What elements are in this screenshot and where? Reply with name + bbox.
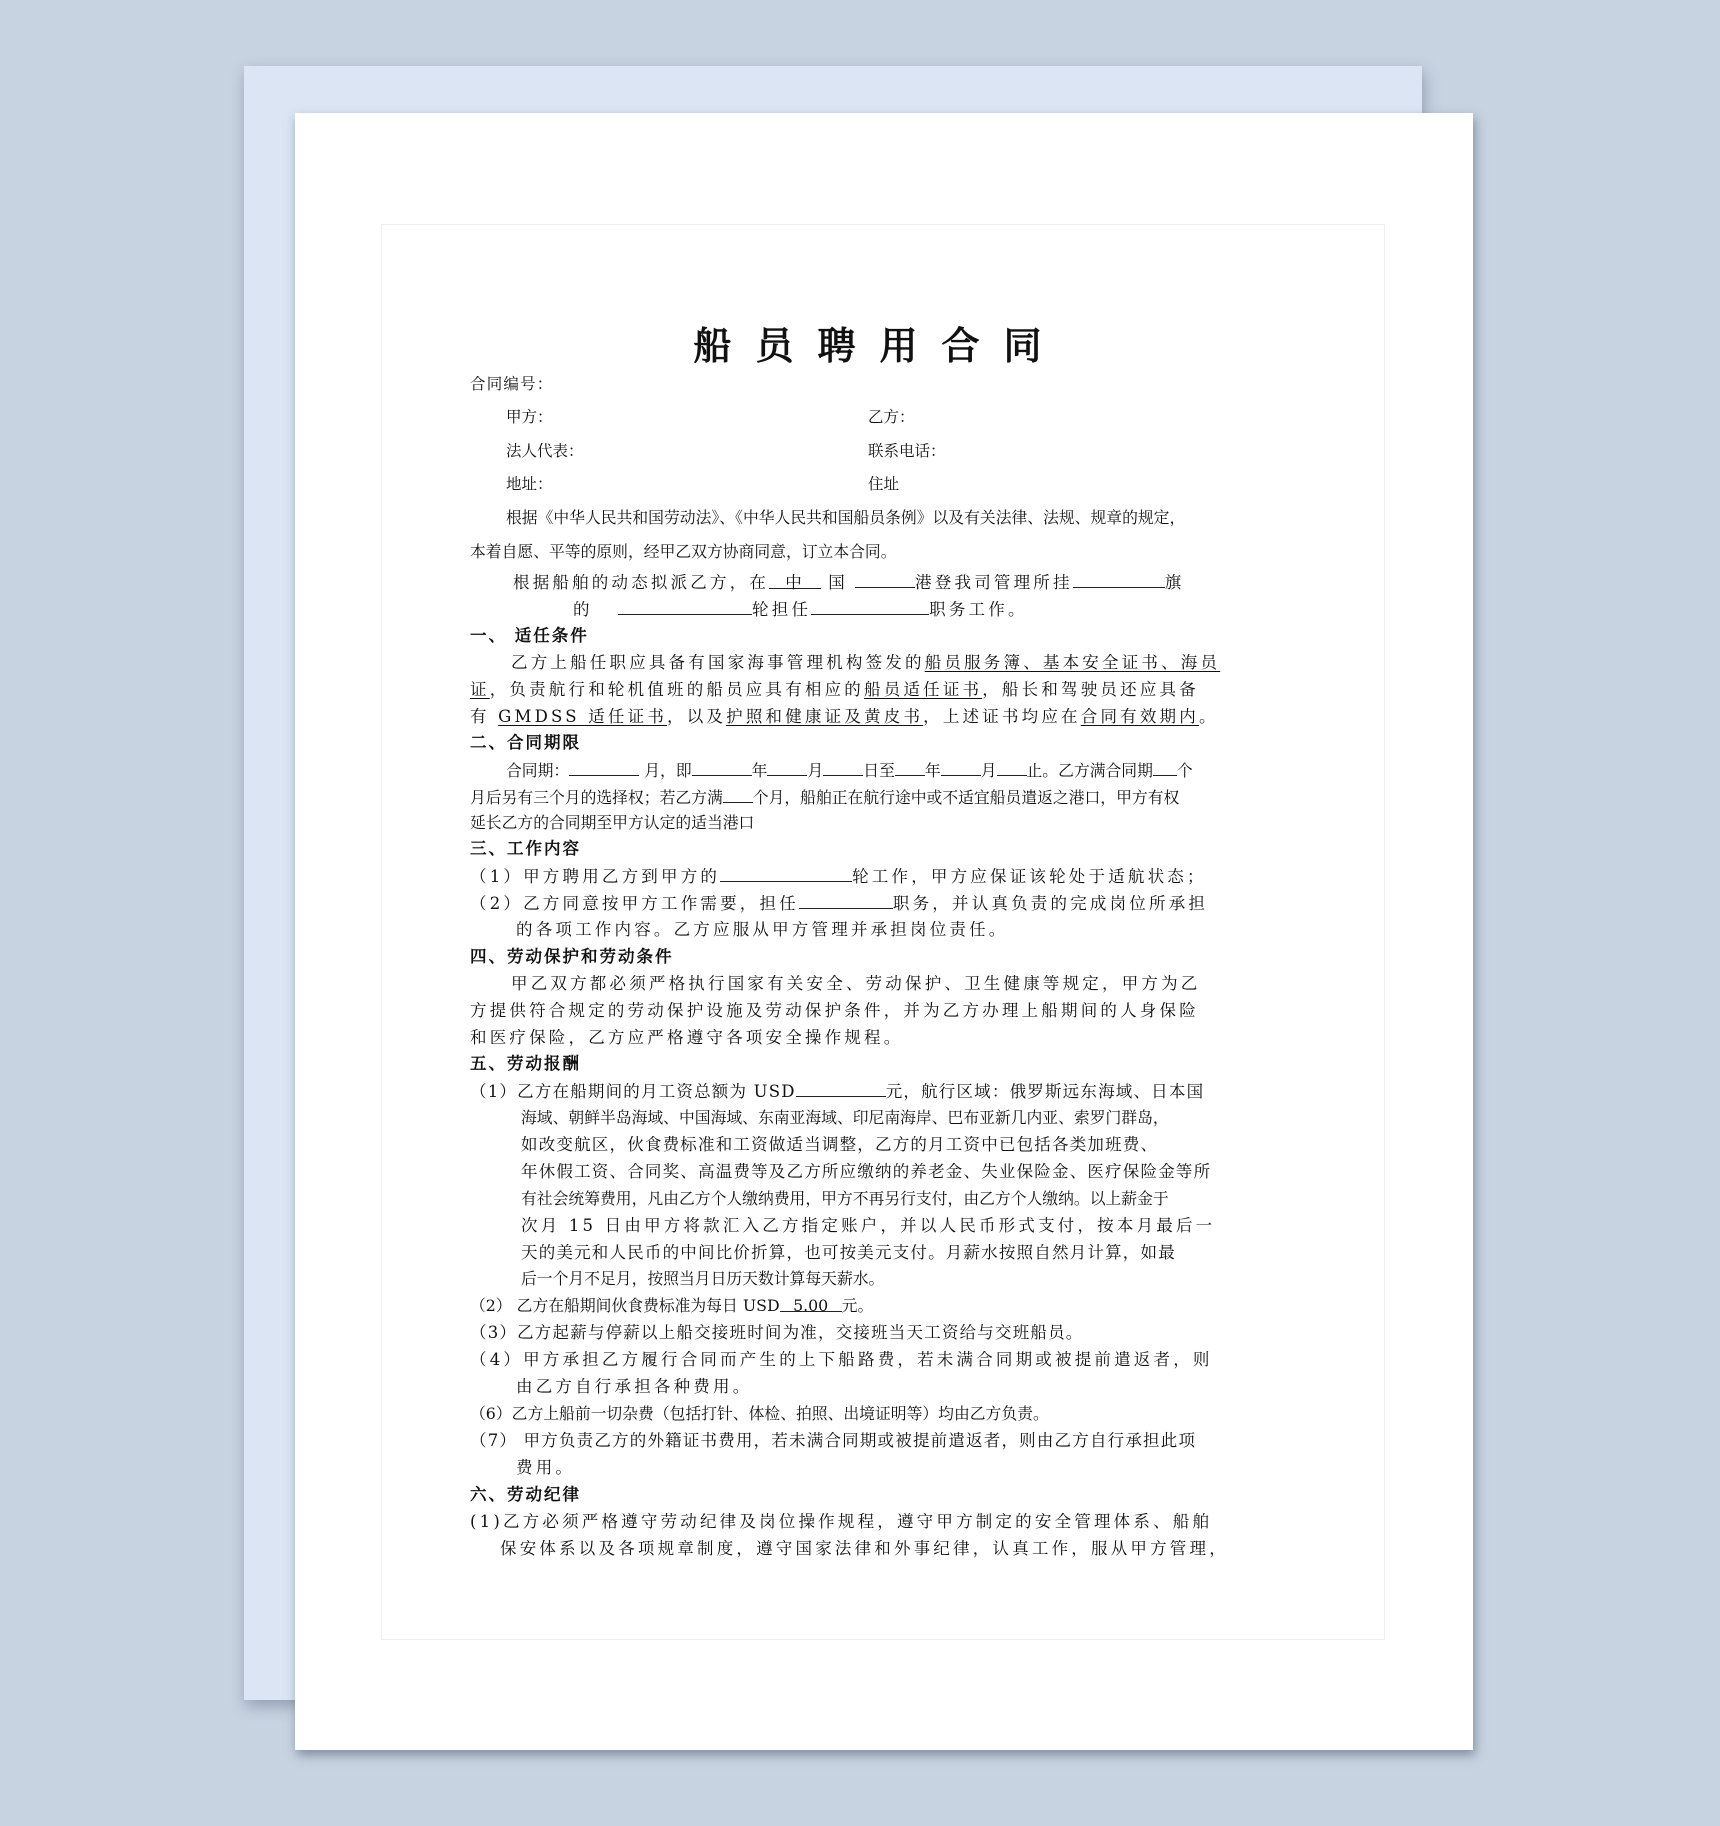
s1-underlined-validity: 合同有效期内 xyxy=(1080,707,1199,726)
s5-text: 元，航行区域：俄罗斯远东海域、日本国 xyxy=(885,1082,1205,1101)
contract-number-label: 合同编号： xyxy=(470,375,554,393)
term-months-blank[interactable] xyxy=(569,759,639,776)
section-2-line-2 xyxy=(470,786,1179,809)
meal-allowance-value[interactable]: 5.00 xyxy=(780,1295,842,1312)
section-1-line-2 xyxy=(470,679,1199,701)
s1-text-4: 有 xyxy=(470,707,499,726)
section-2-line-3: 延长乙方的合同期至甲方认定的适当港口 xyxy=(470,813,755,832)
section-5-item-1-line-2: 海域、朝鲜半岛海域、中国海域、东南亚海域、印尼南海岸、巴布亚新几内亚、索罗门群岛， xyxy=(521,1108,1169,1127)
s1-underlined-certs: 船员服务簿、基本安全证书、海员 xyxy=(924,653,1221,672)
section-2-line-1 xyxy=(506,759,1193,782)
address-label: 地址： xyxy=(506,475,553,493)
end-day-blank[interactable] xyxy=(997,759,1027,776)
section-5-item-3: （3）乙方起薪与停薪以上船交接班时间为准，交接班当天工资给与交班船员。 xyxy=(470,1323,1084,1342)
page-title: 船员聘用合同 xyxy=(693,324,1066,368)
s1-text-7: 。 xyxy=(1198,707,1219,726)
s2-text: 月后另有三个月的选择权；若乙方满 xyxy=(470,788,723,807)
s2-text: 月 xyxy=(980,761,997,780)
position-blank[interactable] xyxy=(811,598,929,615)
section-4-line-1: 甲乙双方都必须严格执行国家有关安全、劳动保护、卫生健康等规定，甲方为乙 xyxy=(511,974,1201,993)
country-blank-1[interactable]: 中 xyxy=(769,572,821,589)
section-5-item-6: （6）乙方上船前一切杂费（包括打针、体检、拍照、出境证明等）均由乙方负责。 xyxy=(470,1404,1049,1423)
section-5-item-7: （7） 甲方负责乙方的外籍证书费用，若未满合同期或被提前遣返者，则由乙方自行承担此项 xyxy=(470,1431,1197,1450)
monthly-salary-blank[interactable] xyxy=(796,1080,886,1097)
s5-text: （1）乙方在船期间的月工资总额为 USD xyxy=(470,1082,796,1101)
dispatch-text-3: 旗 xyxy=(1164,573,1185,592)
section-5-item-2 xyxy=(470,1295,873,1317)
s2-text: 个 xyxy=(1176,761,1193,780)
s2-text: 月 xyxy=(807,761,824,780)
vessel-blank[interactable] xyxy=(618,598,752,615)
s1-text-2: ，负责航行和轮机值班的船员应具有相应的 xyxy=(489,680,865,699)
s5-text: 元。 xyxy=(841,1296,874,1315)
s1-text-5: ，以及 xyxy=(667,707,727,726)
phone-label: 联系电话： xyxy=(868,442,946,460)
preamble-line-2: 本着自愿、平等的原则，经甲乙双方协商同意，订立本合同。 xyxy=(470,542,897,561)
section-5-item-1 xyxy=(470,1080,1204,1103)
start-month-blank[interactable] xyxy=(767,759,807,776)
term-blank[interactable] xyxy=(1153,759,1177,776)
duty-blank[interactable] xyxy=(799,892,893,909)
section-5-heading: 五、劳动报酬 xyxy=(470,1054,581,1073)
flag-blank[interactable] xyxy=(1073,571,1165,588)
front-page-sheet xyxy=(295,113,1473,1750)
start-day-blank[interactable] xyxy=(823,759,863,776)
section-5-item-1-line-6: 次月 15 日由甲方将款汇入乙方指定账户，并以人民币形式支付，按本月最后一 xyxy=(521,1216,1216,1235)
section-1-line-3 xyxy=(470,706,1219,728)
residence-label: 住址 xyxy=(868,475,900,493)
section-5-item-4: （4）甲方承担乙方履行合同而产生的上下船路费，若未满合同期或被提前遣返者，则 xyxy=(470,1350,1213,1369)
section-5-item-7-cont: 费用。 xyxy=(516,1458,576,1477)
party-a-label: 甲方： xyxy=(506,408,553,426)
section-6-item-1-cont: 保安体系以及各项规章制度，遵守国家法律和外事纪律，认真工作，服从甲方管理， xyxy=(500,1539,1229,1558)
section-4-heading: 四、劳动保护和劳动条件 xyxy=(470,947,674,966)
start-year-blank[interactable] xyxy=(692,759,752,776)
section-6-heading: 六、劳动纪律 xyxy=(470,1485,581,1504)
end-year-blank[interactable] xyxy=(895,759,925,776)
section-5-item-4-cont: 由乙方自行承担各种费用。 xyxy=(516,1377,753,1396)
section-5-item-1-line-3: 如改变航区，伙食费标准和工资做适当调整，乙方的月工资中已包括各类加班费、 xyxy=(521,1135,1159,1154)
dispatch-text-4: 的 xyxy=(573,600,593,619)
dispatch-text-2: 港登我司管理所挂 xyxy=(915,573,1073,592)
party-b-label: 乙方： xyxy=(868,408,915,426)
section-1-heading: 一、 适任条件 xyxy=(470,626,589,645)
dispatch-text-5: 轮担任 xyxy=(752,600,812,619)
port-blank[interactable] xyxy=(855,571,915,588)
dispatch-line-2 xyxy=(573,598,1028,621)
section-3-heading: 三、工作内容 xyxy=(470,839,581,858)
s5-text: （2） 乙方在船期间伙食费标准为每日 USD xyxy=(470,1296,780,1315)
section-6-item-1: (1)乙方必须严格遵守劳动纪律及岗位操作规程，遵守甲方制定的安全管理体系、船舶 xyxy=(470,1512,1213,1531)
section-3-item-2 xyxy=(470,892,1208,915)
s2-text: 日至 xyxy=(863,761,895,780)
s3-text: 轮工作，甲方应保证该轮处于适航状态； xyxy=(852,867,1207,886)
s1-underlined-gmdss: GMDSS 适任证书 xyxy=(498,707,668,726)
section-1-line-1 xyxy=(511,652,1220,674)
s1-underlined-competency: 船员适任证书 xyxy=(864,680,983,699)
s1-underlined-cert: 证 xyxy=(470,680,490,699)
section-3-item-2-cont: 的各项工作内容。乙方应服从甲方管理并承担岗位责任。 xyxy=(516,920,1009,939)
s2-text: 合同期： xyxy=(506,761,570,780)
section-4-line-3: 和医疗保险，乙方应严格遵守各项安全操作规程。 xyxy=(470,1028,904,1047)
s2-text: 年 xyxy=(924,761,941,780)
s3-text: 职务，并认真负责的完成岗位所承担 xyxy=(892,894,1209,913)
section-4-line-2: 方提供符合规定的劳动保护设施及劳动保护条件，并为乙方办理上船期间的人身保险 xyxy=(470,1001,1199,1020)
s2-text: 个月，船舶正在航行途中或不适宜船员遣返之港口，甲方有权 xyxy=(752,788,1180,807)
s1-underlined-passport: 护照和健康证及黄皮书 xyxy=(726,707,924,726)
section-3-item-1 xyxy=(470,865,1207,888)
s3-text: （1）甲方聘用乙方到甲方的 xyxy=(470,867,721,886)
section-2-heading: 二、合同期限 xyxy=(470,733,581,752)
dispatch-text: 根据船舶的动态拟派乙方，在 xyxy=(513,573,770,592)
country-char: 国 xyxy=(828,573,848,592)
section-5-item-1-line-8: 后一个月不足月，按照当月日历天数计算每天薪水。 xyxy=(521,1269,885,1288)
s1-text-3: ，船长和驾驶员还应具备 xyxy=(982,680,1199,699)
end-month-blank[interactable] xyxy=(941,759,981,776)
section-5-item-1-line-5: 有社会统筹费用，凡由乙方个人缴纳费用，甲方不再另行支付，由乙方个人缴纳。以上薪金于 xyxy=(521,1189,1169,1208)
s2-text: 年 xyxy=(751,761,768,780)
dispatch-text-6: 职务工作。 xyxy=(929,600,1028,619)
s2-text: 止。乙方满合同期 xyxy=(1026,761,1153,780)
s1-text: 乙方上船任职应具备有国家海事管理机构签发的 xyxy=(511,653,925,672)
s2-text: 月，即 xyxy=(644,761,692,780)
preamble-line-1: 根据《中华人民共和国劳动法》、《中华人民共和国船员条例》以及有关法律、法规、规章的规定， xyxy=(506,508,1186,527)
months-served-blank[interactable] xyxy=(723,786,753,803)
s3-text: （2）乙方同意按甲方工作需要，担任 xyxy=(470,894,799,913)
s1-text-6: ，上述证书均应在 xyxy=(923,707,1081,726)
legal-rep-label: 法人代表： xyxy=(506,442,584,460)
ship-name-blank[interactable] xyxy=(720,865,852,882)
section-5-item-1-line-4: 年休假工资、合同奖、高温费等及乙方所应缴纳的养老金、失业保险金、医疗保险金等所 xyxy=(521,1162,1212,1181)
section-5-item-1-line-7: 天的美元和人民币的中间比价折算，也可按美元支付。月薪水按照自然月计算，如最 xyxy=(521,1243,1176,1262)
dispatch-line-1 xyxy=(513,571,1184,594)
